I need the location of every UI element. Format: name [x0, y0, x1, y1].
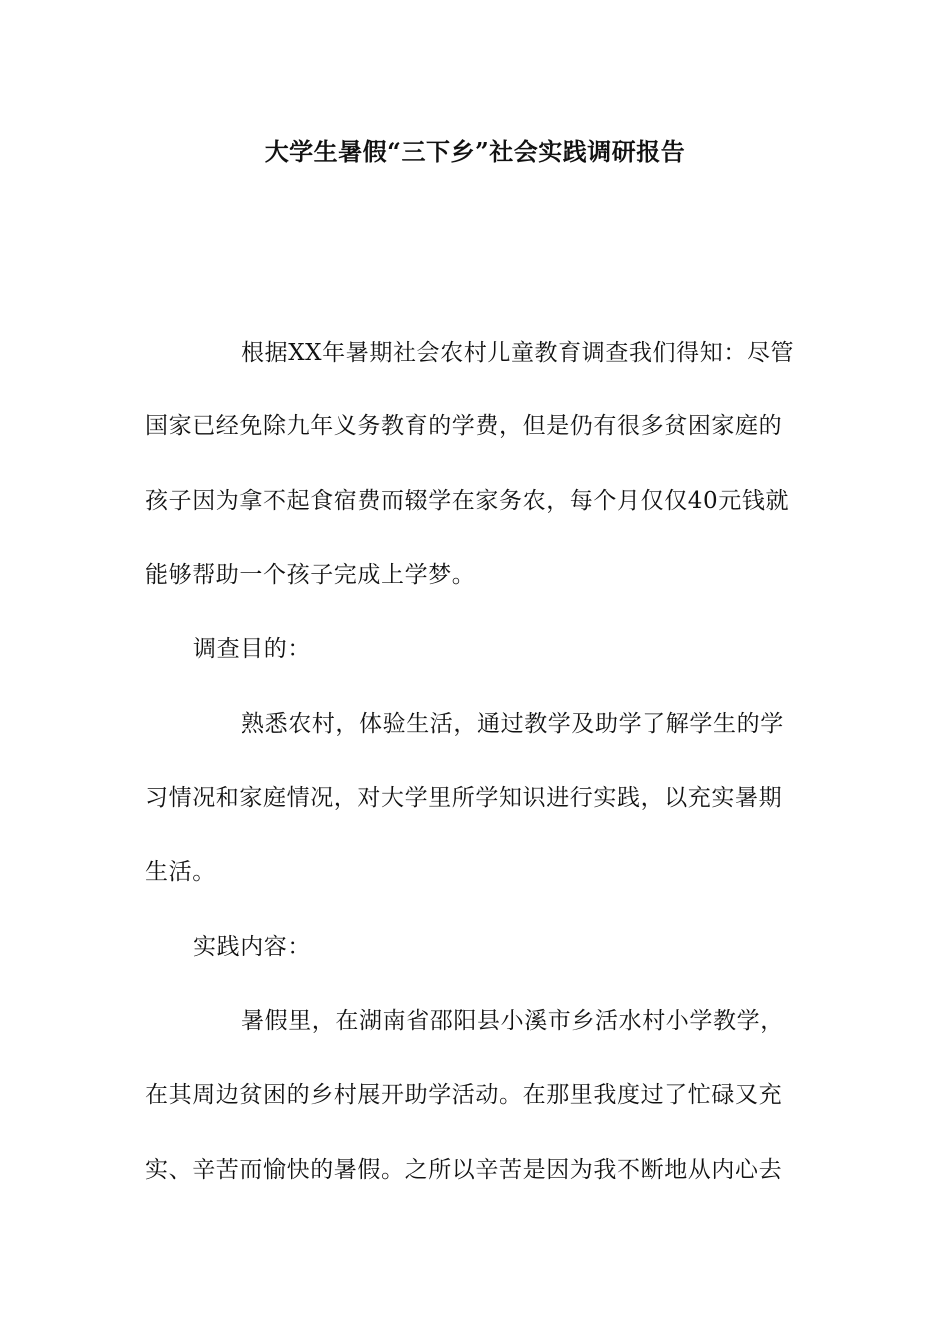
paragraph-line: 暑假里，在湖南省邵阳县小溪市乡活水村小学教学， — [241, 1008, 784, 1034]
paragraph-line: 实、辛苦而愉快的暑假。之所以辛苦是因为我不断地从内心去 — [145, 1157, 783, 1183]
paragraph-line: 习情况和家庭情况，对大学里所学知识进行实践，以充实暑期 — [145, 785, 783, 811]
section-heading: 调查目的： — [193, 636, 311, 662]
paragraph-line: 能够帮助一个孩子完成上学梦。 — [145, 562, 476, 588]
document-title: 大学生暑假“三下乡”社会实践调研报告 — [264, 137, 686, 166]
paragraph-line: 国家已经免除九年义务教育的学费，但是仍有很多贫困家庭的 — [145, 413, 783, 439]
paragraph-line: 孩子因为拿不起食宿费而辍学在家务农，每个月仅仅40元钱就 — [145, 488, 790, 514]
paragraph-line: 熟悉农村，体验生活，通过教学及助学了解学生的学 — [241, 711, 784, 737]
section-heading: 实践内容： — [193, 934, 311, 960]
paragraph-line: 生活。 — [145, 859, 216, 885]
paragraph-line: 在其周边贫困的乡村展开助学活动。在那里我度过了忙碌又充 — [145, 1082, 783, 1108]
paragraph-line: 根据XX年暑期社会农村儿童教育调查我们得知：尽管 — [241, 340, 795, 366]
